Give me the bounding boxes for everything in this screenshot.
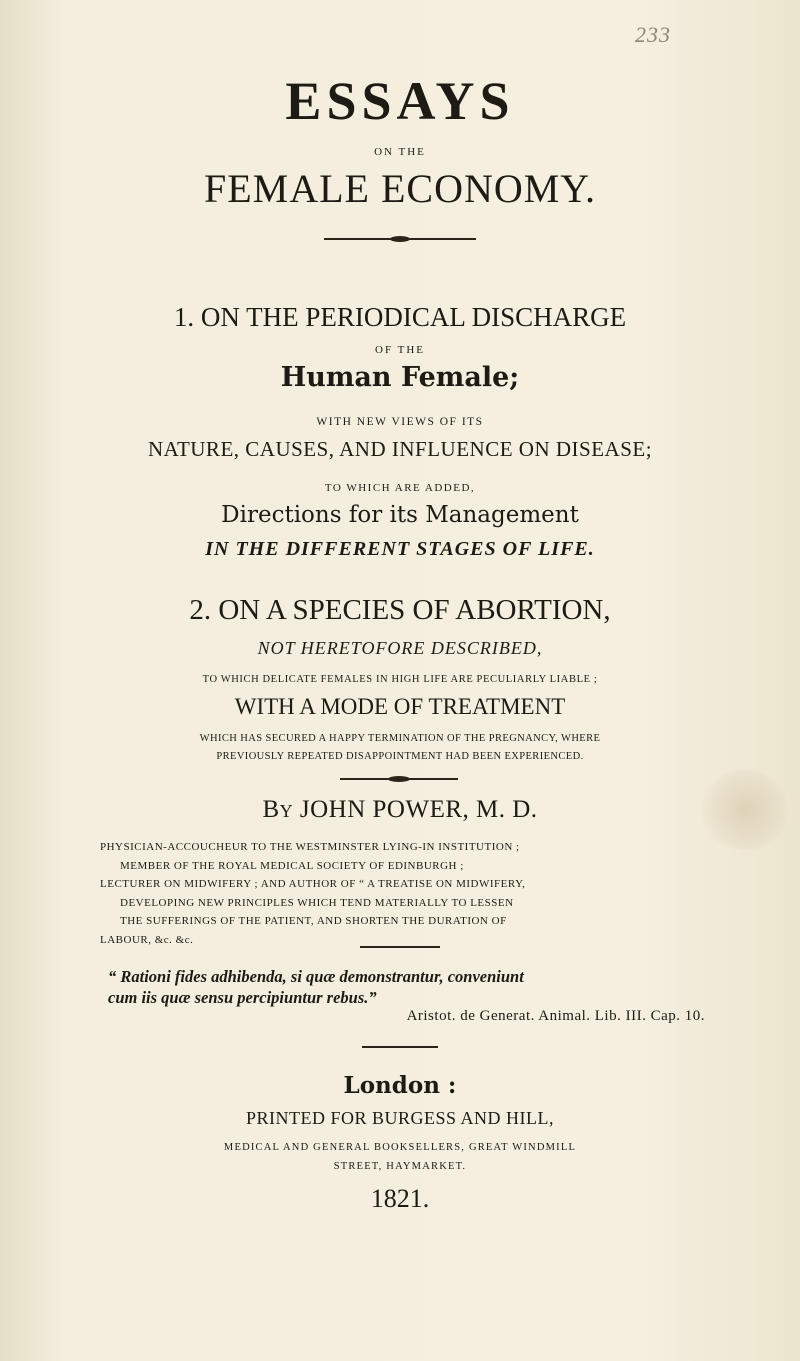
- section2-which-has-line2: PREVIOUSLY REPEATED DISAPPOINTMENT HAD BEEN EXPERIENCED.: [216, 751, 584, 762]
- ornamental-rule: [324, 238, 476, 240]
- section2-which-has: [0, 730, 800, 766]
- section2-not-described: NOT HERETOFORE DESCRIBED,: [257, 638, 543, 658]
- section2-heading: 2. ON A SPECIES OF ABORTION,: [189, 594, 611, 626]
- imprint-city: London :: [343, 1072, 457, 1099]
- author-line: [0, 796, 800, 824]
- imprint-year: 1821.: [370, 1184, 430, 1213]
- section1-new-views: WITH NEW VIEWS OF ITS: [316, 416, 484, 428]
- epigraph-citation: Aristot. de Generat. Animal. Lib. III. Cap. 10.: [406, 1008, 705, 1024]
- section1-directions: Directions for its Management: [221, 502, 579, 528]
- main-title: ESSAYS: [285, 71, 515, 131]
- section1-nature: NATURE, CAUSES, AND INFLUENCE ON DISEASE;: [147, 437, 653, 461]
- section1-stages: IN THE DIFFERENT STAGES OF LIFE.: [205, 538, 595, 560]
- ornamental-rule-2: [340, 778, 458, 780]
- section2-which-has-line1: WHICH HAS SECURED A HAPPY TERMINATION OF THE PREGNANCY, WHERE: [199, 733, 601, 744]
- author-credentials: [100, 838, 700, 949]
- credentials-line6: LABOUR, &c. &c.: [100, 933, 194, 946]
- imprint-booksellers: [0, 1138, 800, 1176]
- pencil-page-number: 233: [635, 22, 671, 47]
- credentials-line2: MEMBER OF THE ROYAL MEDICAL SOCIETY OF EDINBURGH ;: [120, 859, 464, 872]
- author-name: JOHN POWER, M. D.: [299, 796, 538, 823]
- credentials-line4: DEVELOPING NEW PRINCIPLES WHICH TEND MATERIALLY TO LESSEN: [120, 896, 514, 909]
- author-by: By: [262, 796, 294, 823]
- paper-stain: [700, 770, 790, 850]
- section1-blackletter: Human Female;: [280, 362, 520, 393]
- on-the-label: ON THE: [374, 146, 426, 158]
- credentials-line5: THE SUFFERINGS OF THE PATIENT, AND SHORTEN THE DURATION OF: [120, 915, 507, 927]
- credentials-line1: PHYSICIAN-ACCOUCHEUR TO THE WESTMINSTER LYING-IN INSTITUTION ;: [100, 841, 520, 853]
- divider-rule: [360, 946, 440, 948]
- section1-of-the: OF THE: [375, 344, 425, 356]
- imprint-printed: PRINTED FOR BURGESS AND HILL,: [245, 1108, 555, 1128]
- credentials-line3: LECTURER ON MIDWIFERY ; AND AUTHOR OF “ A TREATISE ON MIDWIFERY,: [100, 878, 526, 890]
- section1-heading: 1. ON THE PERIODICAL DISCHARGE: [173, 302, 627, 332]
- booksellers-line1: MEDICAL AND GENERAL BOOKSELLERS, GREAT WINDMILL: [223, 1142, 577, 1153]
- epigraph-quote: [108, 966, 708, 1008]
- epigraph-line2: cum iis quæ sensu percipiuntur rebus.”: [108, 988, 377, 1007]
- subtitle: FEMALE ECONOMY.: [203, 166, 597, 211]
- section2-delicate: TO WHICH DELICATE FEMALES IN HIGH LIFE ARE PECULIARLY LIABLE ;: [202, 674, 598, 685]
- section1-to-which: TO WHICH ARE ADDED,: [324, 482, 476, 494]
- divider-rule-2: [362, 1046, 438, 1048]
- booksellers-line2: STREET, HAYMARKET.: [333, 1161, 467, 1172]
- epigraph-line1: “ Rationi fides adhibenda, si quæ demonstrantur, conveniunt: [108, 967, 524, 986]
- section2-mode: WITH A MODE OF TREATMENT: [234, 694, 566, 719]
